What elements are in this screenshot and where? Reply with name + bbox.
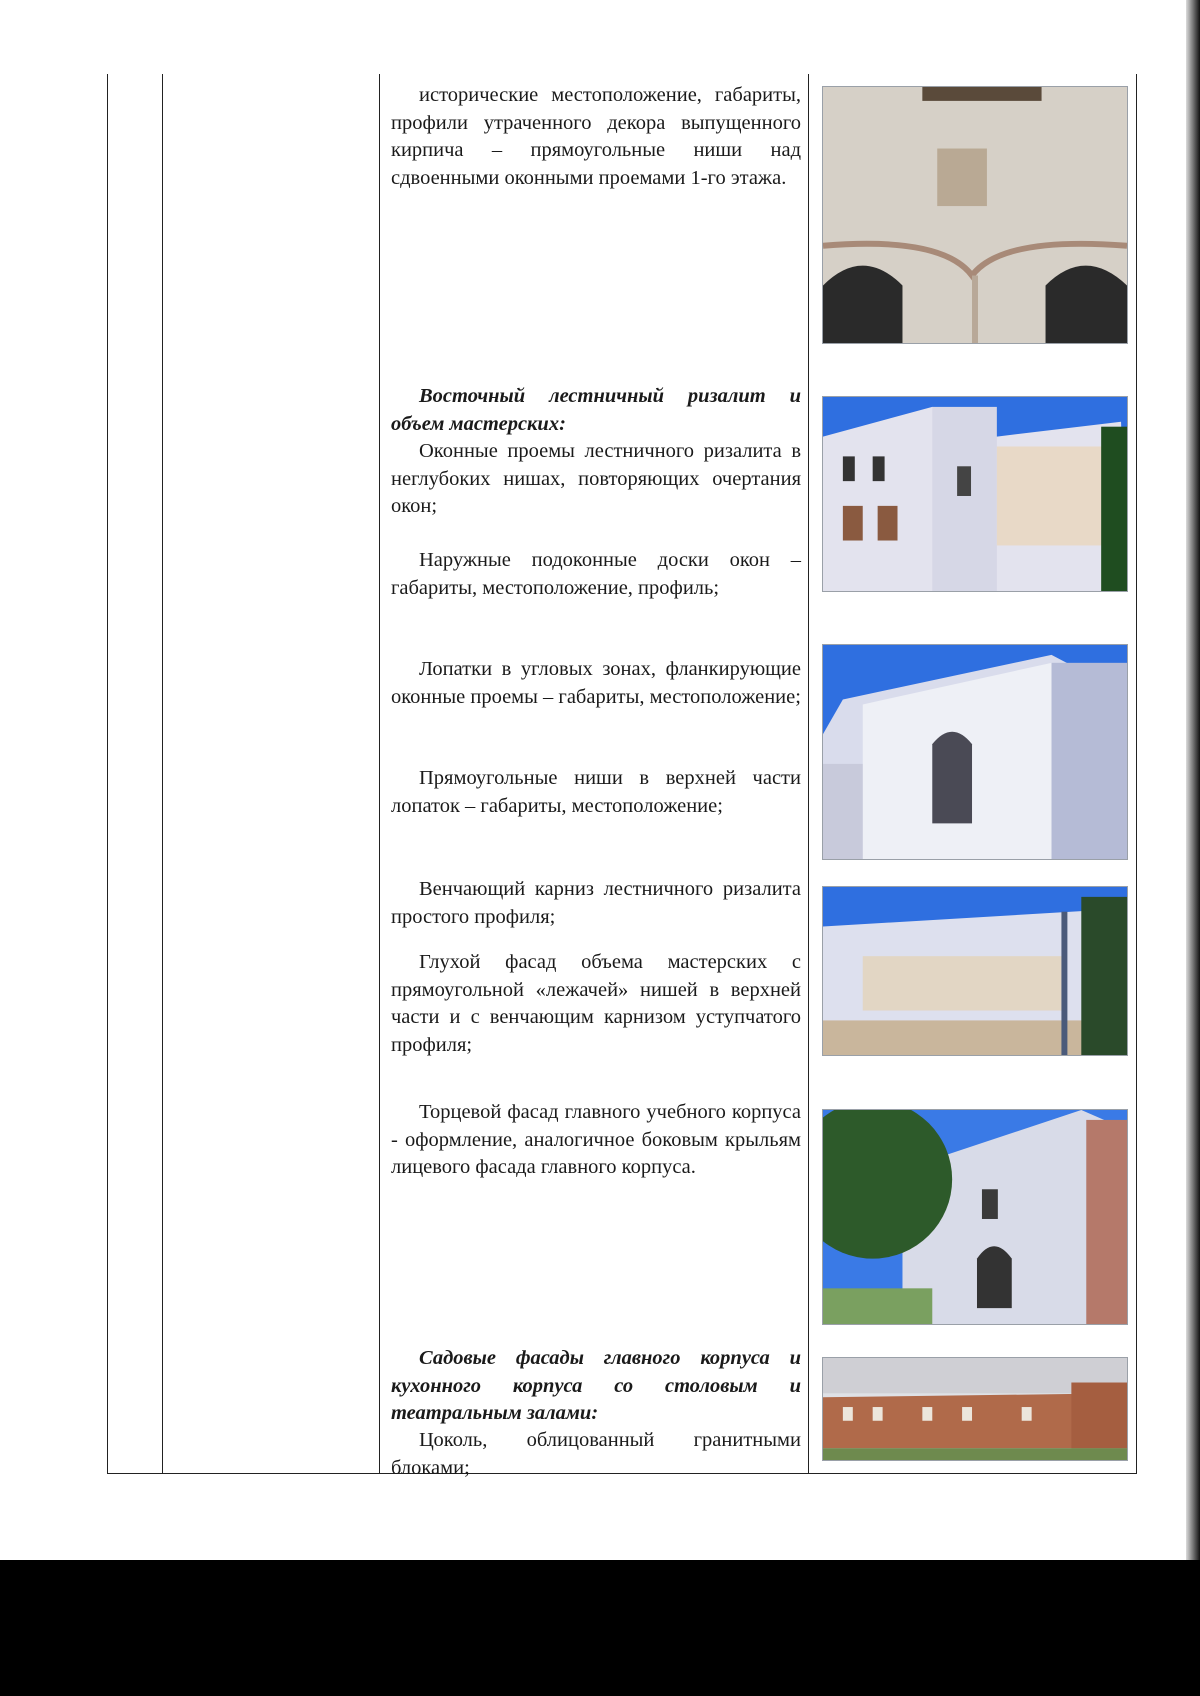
photo-risalit-arched-window — [822, 644, 1128, 860]
photo-main-building-end-facade — [822, 1109, 1128, 1325]
heading-east-stair-risalit: Восточный лестничный ризалит и объем мастерских: — [391, 385, 801, 435]
scan-bottom-band — [0, 1560, 1200, 1696]
paragraph-granite-plinth: Цоколь, облицованный гранитными блоками; — [391, 1429, 801, 1479]
paragraph-historic-decor: исторические местоположение, габариты, профили утраченного декора выпущенного кирпича – прямоугольные ниши над сдвоенными оконными проемами 1-го этажа. — [391, 84, 801, 189]
paragraph-cornice: Венчающий карниз лестничного ризалита простого профиля; — [391, 878, 801, 928]
photo-east-risalit-facade — [822, 396, 1128, 592]
heading-garden-facades: Садовые фасады главного корпуса и кухонного корпуса со столовым и театральным залами: — [391, 1347, 801, 1424]
paragraph-window-openings: Оконные проемы лестничного ризалита в неглубоких нишах, повторяющих очертания окон; — [391, 440, 801, 517]
paragraph-window-sills: Наружные подоконные доски окон – габариты, местоположение, профиль; — [391, 549, 801, 599]
paragraph-upper-niches: Прямоугольные ниши в верхней части лопаток – габариты, местоположение; — [391, 767, 801, 817]
photo-arched-windows-niche — [822, 86, 1128, 344]
scan-edge-shadow — [1186, 0, 1200, 1560]
column-rule-1 — [162, 74, 163, 1473]
photo-workshop-blind-facade — [822, 886, 1128, 1056]
column-rule-2 — [379, 74, 380, 1473]
paragraph-end-facade: Торцевой фасад главного учебного корпуса - оформление, аналогичное боковым крыльям лицевого фасада главного корпуса. — [391, 1101, 801, 1178]
paragraph-workshop-facade: Глухой фасад объема мастерских с прямоугольной «лежачей» нишей в верхней части и с венчающим карнизом уступчатого профиля; — [391, 951, 801, 1056]
photo-garden-facade-brick — [822, 1357, 1128, 1461]
column-rule-3 — [808, 74, 809, 1473]
paragraph-pilasters: Лопатки в угловых зонах, фланкирующие оконные проемы – габариты, местоположение; — [391, 658, 801, 708]
